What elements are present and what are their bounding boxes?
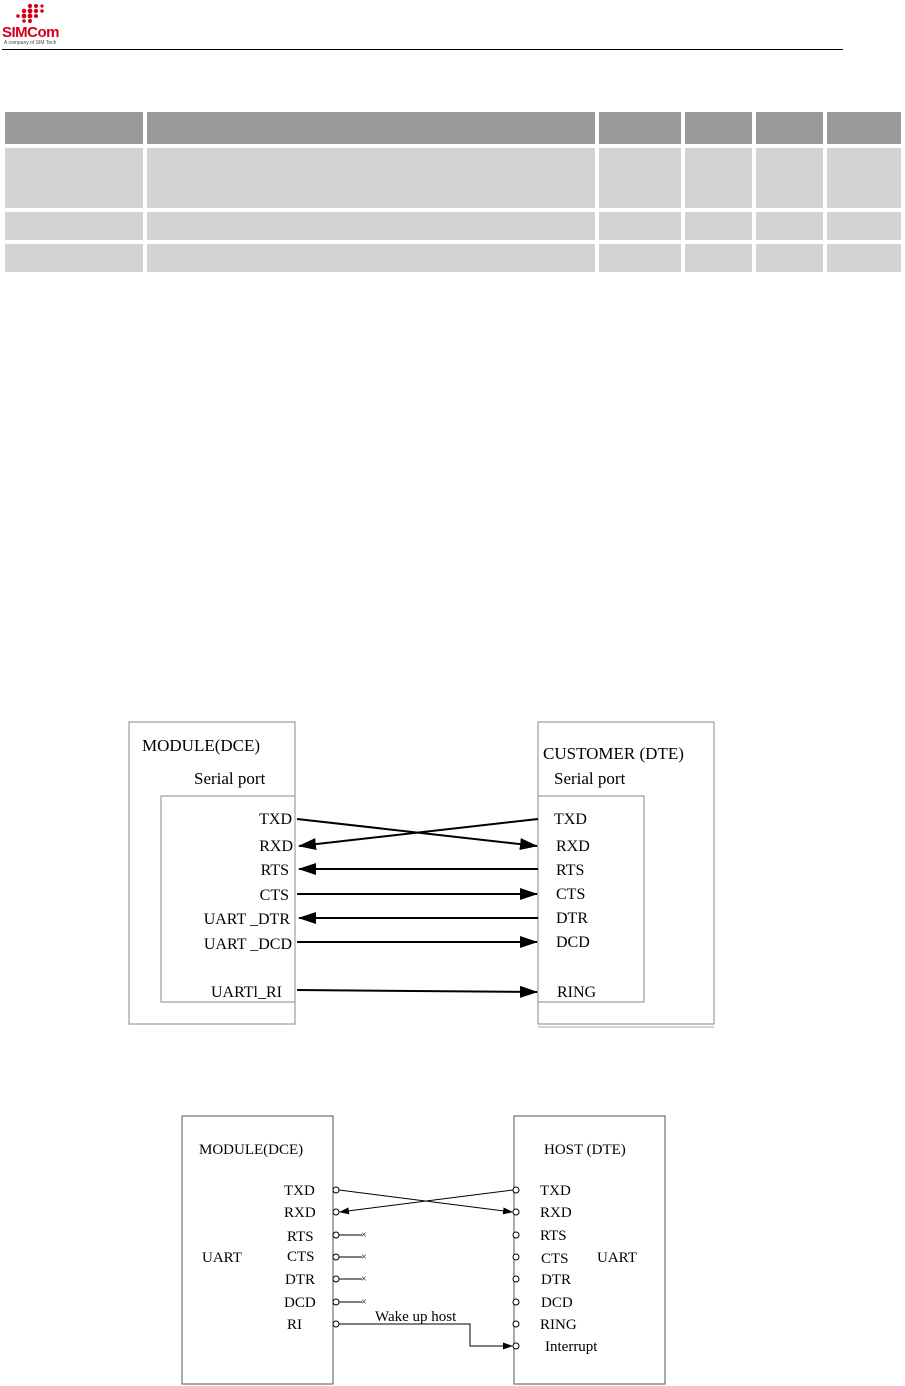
module-pin-rts: RTS bbox=[260, 862, 289, 879]
host-title: HOST (DTE) bbox=[544, 1142, 626, 1158]
logo-word: SIMCom bbox=[2, 24, 59, 41]
module2-uart-label: UART bbox=[202, 1250, 242, 1266]
arrow-ri-to-ring bbox=[297, 990, 537, 992]
svg-text:×: × bbox=[361, 1274, 367, 1285]
host-pin-dtr: DTR bbox=[541, 1272, 571, 1288]
host-uart-label: UART bbox=[597, 1250, 637, 1266]
module2-title: MODULE(DCE) bbox=[199, 1142, 304, 1158]
host-pin-interrupt: Interrupt bbox=[545, 1339, 598, 1355]
customer-pin-cts: CTS bbox=[556, 886, 586, 903]
svg-text:×: × bbox=[361, 1252, 367, 1263]
diagram-wakeup-connection bbox=[182, 1116, 665, 1384]
module2-pin-dtr: DTR bbox=[285, 1272, 315, 1288]
wakeup-line bbox=[339, 1324, 512, 1346]
customer-pin-dtr: DTR bbox=[556, 910, 588, 927]
module-title: MODULE(DCE) bbox=[142, 736, 261, 755]
module2-pin-dcd: DCD bbox=[284, 1295, 316, 1311]
module2-pin-ri: RI bbox=[287, 1317, 302, 1333]
module2-pin-rxd: RXD bbox=[284, 1205, 316, 1221]
no-connect-marks bbox=[361, 1230, 367, 1308]
customer-pin-rts: RTS bbox=[556, 862, 585, 879]
svg-text:×: × bbox=[361, 1297, 367, 1308]
customer-pin-ring: RING bbox=[557, 984, 597, 1001]
host-pin-txd: TXD bbox=[540, 1183, 571, 1199]
wakeup-label: Wake up host bbox=[375, 1309, 457, 1325]
module-pin-cts: CTS bbox=[259, 887, 289, 904]
module2-pin-cts: CTS bbox=[287, 1249, 315, 1265]
module-pin-dtr: UART _DTR bbox=[203, 911, 290, 928]
diagram-full-connection bbox=[129, 722, 714, 1027]
module-pin-txd: TXD bbox=[259, 811, 292, 828]
host-pin-ring: RING bbox=[540, 1317, 577, 1333]
customer-port-label: Serial port bbox=[554, 769, 626, 788]
module-pin-rxd: RXD bbox=[259, 838, 293, 855]
host-pin-cts: CTS bbox=[541, 1251, 569, 1267]
customer-pin-dcd: DCD bbox=[556, 934, 590, 951]
customer-pin-rxd: RXD bbox=[556, 838, 590, 855]
unconnected-pin-stubs bbox=[339, 1235, 362, 1302]
customer-title: CUSTOMER (DTE) bbox=[543, 744, 684, 763]
module2-pin-rts: RTS bbox=[287, 1229, 314, 1245]
logo-tagline: A company of SIM Tech bbox=[4, 40, 57, 46]
module-port-label: Serial port bbox=[194, 769, 266, 788]
module2-pin-txd: TXD bbox=[284, 1183, 315, 1199]
customer-pin-txd: TXD bbox=[554, 811, 587, 828]
module2-pin-circles bbox=[333, 1187, 339, 1327]
module-pin-dcd: UART _DCD bbox=[203, 936, 292, 953]
module-pin-ri: UARTl_RI bbox=[210, 984, 282, 1001]
host-pin-rxd: RXD bbox=[540, 1205, 572, 1221]
host-pin-dcd: DCD bbox=[541, 1295, 573, 1311]
host-pin-rts: RTS bbox=[540, 1228, 567, 1244]
svg-text:×: × bbox=[361, 1230, 367, 1241]
